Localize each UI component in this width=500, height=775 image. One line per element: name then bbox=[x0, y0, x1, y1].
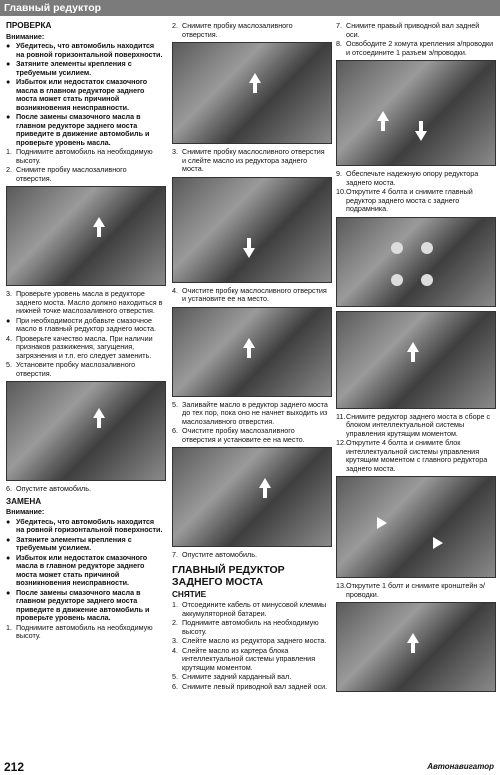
step-text: Снимите задний карданный вал. bbox=[182, 672, 292, 681]
arrow-icon bbox=[173, 448, 331, 546]
assembly-steps-d bbox=[336, 413, 494, 474]
step-item bbox=[336, 413, 494, 439]
step-text: Снимите пробку маслозаливного отверстия. bbox=[16, 165, 127, 183]
photo-filler-plug-3 bbox=[172, 42, 332, 144]
arrow-icon bbox=[173, 43, 331, 143]
column-middle bbox=[172, 22, 330, 692]
replace-warnings bbox=[6, 518, 164, 623]
bullet-text: Затяните элементы крепления с требуемым усилием. bbox=[16, 59, 132, 77]
arrow-icon bbox=[7, 187, 165, 285]
photo-torque-unit bbox=[336, 476, 496, 578]
step-number: 5. bbox=[6, 360, 12, 369]
bullet-icon: ● bbox=[6, 59, 11, 68]
photo-wiring-bracket bbox=[336, 602, 496, 692]
replace-note-label: Внимание: bbox=[6, 507, 45, 516]
replace-steps-b bbox=[172, 148, 330, 174]
step-number: 4. bbox=[172, 645, 178, 655]
step-text: Снимите редуктор заднего моста в сборе с блоком интеллектуальной системы управления крутящим моментом. bbox=[346, 411, 491, 438]
step-item bbox=[6, 166, 164, 183]
step-item bbox=[172, 401, 330, 427]
bullet-text: Избыток или недостаток смазочного масла в главном редукторе заднего моста может стать причиной возникновения неисправности. bbox=[16, 77, 148, 112]
step-text: Установите пробку маслозаливного отверстия. bbox=[16, 360, 136, 378]
arrow-icon bbox=[337, 603, 495, 691]
check-steps-b bbox=[6, 290, 164, 316]
step-text: Очистите пробку маслозаливного отверстия и установите ее на место. bbox=[182, 426, 305, 444]
step-item bbox=[336, 40, 494, 57]
footer-brand: Автонавигатор bbox=[427, 762, 494, 771]
step-item bbox=[336, 22, 494, 39]
arrow-icon bbox=[173, 178, 331, 282]
step-number: 10. bbox=[336, 187, 346, 196]
photo-filler-plug-4 bbox=[172, 447, 332, 547]
step-item bbox=[172, 673, 330, 682]
step-text: Слейте масло из редуктора заднего моста. bbox=[182, 636, 327, 645]
step-item bbox=[6, 361, 164, 378]
bullet-icon: ● bbox=[6, 41, 11, 50]
bullet-item bbox=[6, 518, 164, 535]
step-item bbox=[336, 582, 494, 599]
column-right bbox=[336, 22, 494, 696]
check-bullets-b bbox=[6, 317, 164, 334]
step-item bbox=[6, 485, 164, 494]
step-item bbox=[172, 427, 330, 444]
page-header bbox=[0, 0, 500, 16]
bullet-item bbox=[6, 78, 164, 112]
arrow-icon bbox=[173, 308, 331, 396]
header-title: Главный редуктор bbox=[4, 2, 102, 14]
photo-wiring-connector bbox=[336, 60, 496, 166]
step-number: 8. bbox=[336, 39, 342, 48]
bullet-item bbox=[6, 554, 164, 588]
assembly-steps-b bbox=[336, 22, 494, 57]
bullet-icon: ● bbox=[6, 77, 11, 86]
check-heading: ПРОВЕРКА bbox=[6, 21, 52, 30]
arrow-icon bbox=[337, 61, 495, 165]
step-text: Поднимите автомобиль на необходимую высоту. bbox=[16, 147, 153, 165]
step-item bbox=[172, 619, 330, 636]
page-number: 212 bbox=[4, 760, 25, 774]
removal-heading: СНЯТИЕ bbox=[172, 589, 207, 599]
step-text: Освободите 2 хомута крепления э/проводки и отсоедините 1 разъем э/проводки. bbox=[346, 39, 494, 57]
step-number: 6. bbox=[6, 484, 12, 493]
step-number: 1. bbox=[6, 147, 12, 156]
step-item bbox=[336, 170, 494, 187]
bullet-text: Затяните элементы крепления с требуемым усилием. bbox=[16, 534, 132, 552]
step-number: 5. bbox=[172, 399, 178, 409]
arrow-icon bbox=[337, 312, 495, 408]
step-item bbox=[336, 188, 494, 214]
bullet-text: Убедитесь, что автомобиль находится на ровной горизонтальной поверхности. bbox=[16, 41, 163, 59]
step-text: Обеспечьте надежную опору редуктора заднего моста. bbox=[346, 169, 479, 187]
check-steps-d bbox=[6, 485, 164, 494]
replace-steps-e bbox=[172, 551, 330, 560]
step-item bbox=[172, 683, 330, 692]
page-footer bbox=[0, 760, 500, 775]
bullet-icon: ● bbox=[6, 552, 11, 562]
bullet-item bbox=[6, 317, 164, 334]
bullet-icon: ● bbox=[6, 516, 11, 526]
photo-drain-plug bbox=[172, 177, 332, 283]
bullet-icon: ● bbox=[6, 534, 11, 544]
check-steps-a bbox=[6, 148, 164, 183]
step-number: 4. bbox=[6, 333, 12, 343]
step-number: 2. bbox=[6, 165, 12, 174]
step-text: Слейте масло из картера блока интеллектуальной системы управления крутящим моментом. bbox=[182, 645, 316, 672]
bullet-text: При необходимости добавьте смазочное масло в главный редуктор заднего моста. bbox=[16, 315, 156, 333]
step-item bbox=[172, 647, 330, 673]
assembly-steps-e bbox=[336, 582, 494, 599]
step-number: 3. bbox=[172, 147, 178, 156]
step-number: 7. bbox=[336, 21, 342, 30]
arrow-icon bbox=[337, 477, 495, 577]
step-text: Проверьте качество масла. При наличии признаков разжижения, загущения, загрязнения и т.п. его следует заменить. bbox=[16, 333, 153, 360]
step-text: Открутите 1 болт и снимите кронштейн э/проводки. bbox=[346, 581, 485, 599]
step-text: Снимите пробку маслозаливного отверстия. bbox=[182, 21, 293, 39]
step-item bbox=[172, 601, 330, 618]
step-number: 5. bbox=[172, 672, 178, 681]
check-steps-c bbox=[6, 335, 164, 379]
step-item bbox=[172, 22, 330, 39]
bullet-icon: ● bbox=[6, 112, 11, 121]
bullet-item bbox=[6, 42, 164, 59]
column-left bbox=[6, 22, 164, 642]
step-number: 6. bbox=[172, 681, 178, 691]
replace-heading: ЗАМЕНА bbox=[6, 496, 42, 506]
step-item bbox=[336, 439, 494, 473]
photo-drain-plug-2 bbox=[172, 307, 332, 397]
step-text: Открутите 4 болта и снимите блок интеллектуальной системы управления крутящим моментом с главного редуктора заднего моста. bbox=[346, 438, 488, 473]
step-text: Опустите автомобиль. bbox=[182, 550, 257, 559]
step-number: 7. bbox=[172, 550, 178, 559]
bullet-text: Убедитесь, что автомобиль находится на ровной горизонтальной поверхности. bbox=[16, 516, 163, 534]
assembly-heading: ГЛАВНЫЙ РЕДУКТОР ЗАДНЕГО МОСТА bbox=[172, 563, 285, 588]
step-text: Опустите автомобиль. bbox=[16, 484, 91, 493]
step-number: 3. bbox=[6, 289, 12, 298]
step-number: 9. bbox=[336, 169, 342, 178]
step-text: Очистите пробку маслосливного отверстия и установите ее на место. bbox=[182, 285, 327, 303]
step-number: 6. bbox=[172, 426, 178, 435]
step-text: Проверьте уровень масла в редукторе заднего моста. Масло должно находиться в нижней точке маслозаливного отверстия. bbox=[16, 289, 163, 315]
check-warnings bbox=[6, 42, 164, 147]
check-note-label: Внимание: bbox=[6, 31, 45, 41]
replace-steps-c bbox=[172, 287, 330, 304]
replace-steps-d bbox=[172, 401, 330, 445]
bullet-text: Избыток или недостаток смазочного масла в главном редукторе заднего моста может стать причиной возникновения неисправности. bbox=[16, 552, 148, 587]
photo-filler-plug bbox=[6, 186, 166, 286]
bullet-item bbox=[6, 589, 164, 623]
step-number: 4. bbox=[172, 285, 178, 295]
step-item bbox=[6, 335, 164, 361]
bullet-item bbox=[6, 536, 164, 553]
bullet-item bbox=[6, 60, 164, 77]
step-text: Заливайте масло в редуктор заднего моста до тех пор, пока оно не начнет выходить из маслозаливного отверстия. bbox=[182, 399, 328, 426]
step-item bbox=[6, 148, 164, 165]
bullet-icon: ● bbox=[6, 315, 11, 325]
bolt-arrows-icon bbox=[337, 218, 495, 306]
photo-rear-diff-assembly bbox=[336, 311, 496, 409]
step-text: Снимите пробку маслосливного отверстия и слейте масло из редуктора заднего моста. bbox=[182, 147, 325, 173]
step-item bbox=[6, 290, 164, 316]
step-number: 2. bbox=[172, 21, 178, 30]
step-item bbox=[172, 637, 330, 646]
step-text: Открутите 4 болта и снимите главный редуктор заднего моста с заднего подрамника. bbox=[346, 187, 473, 213]
step-number: 12. bbox=[336, 438, 346, 447]
step-text: Отсоедините кабель от минусовой клеммы аккумуляторной батареи. bbox=[182, 600, 327, 618]
step-text: Поднимите автомобиль на необходимую высоту. bbox=[16, 622, 153, 640]
bullet-icon: ● bbox=[6, 587, 11, 597]
photo-subframe-bolts bbox=[336, 217, 496, 307]
step-text: Снимите правый приводной вал задней оси. bbox=[346, 21, 480, 39]
bullet-text: После замены смазочного масла в главном редукторе заднего моста приведите в движение автомобиль и проверьте уровень масла. bbox=[16, 112, 150, 147]
step-text: Поднимите автомобиль на необходимую высоту. bbox=[182, 618, 319, 636]
photo-filler-plug-2 bbox=[6, 381, 166, 481]
bullet-item bbox=[6, 113, 164, 147]
step-text: Снимите левый приводной вал задней оси. bbox=[182, 681, 328, 691]
replace-step-2 bbox=[172, 22, 330, 39]
step-item bbox=[172, 287, 330, 304]
step-number: 3. bbox=[172, 636, 178, 645]
step-item bbox=[172, 551, 330, 560]
assembly-steps-c bbox=[336, 170, 494, 214]
replace-steps-a bbox=[6, 624, 164, 641]
step-number: 11. bbox=[336, 411, 346, 421]
assembly-steps-a bbox=[172, 601, 330, 691]
step-number: 2. bbox=[172, 618, 178, 627]
step-item bbox=[172, 148, 330, 174]
step-item bbox=[6, 624, 164, 641]
arrow-icon bbox=[7, 382, 165, 480]
bullet-text: После замены смазочного масла в главном редукторе заднего моста приведите в движение автомобиль и проверьте уровень масла. bbox=[16, 587, 150, 622]
step-number: 13. bbox=[336, 581, 346, 590]
step-number: 1. bbox=[172, 600, 178, 609]
step-number: 1. bbox=[6, 622, 12, 632]
